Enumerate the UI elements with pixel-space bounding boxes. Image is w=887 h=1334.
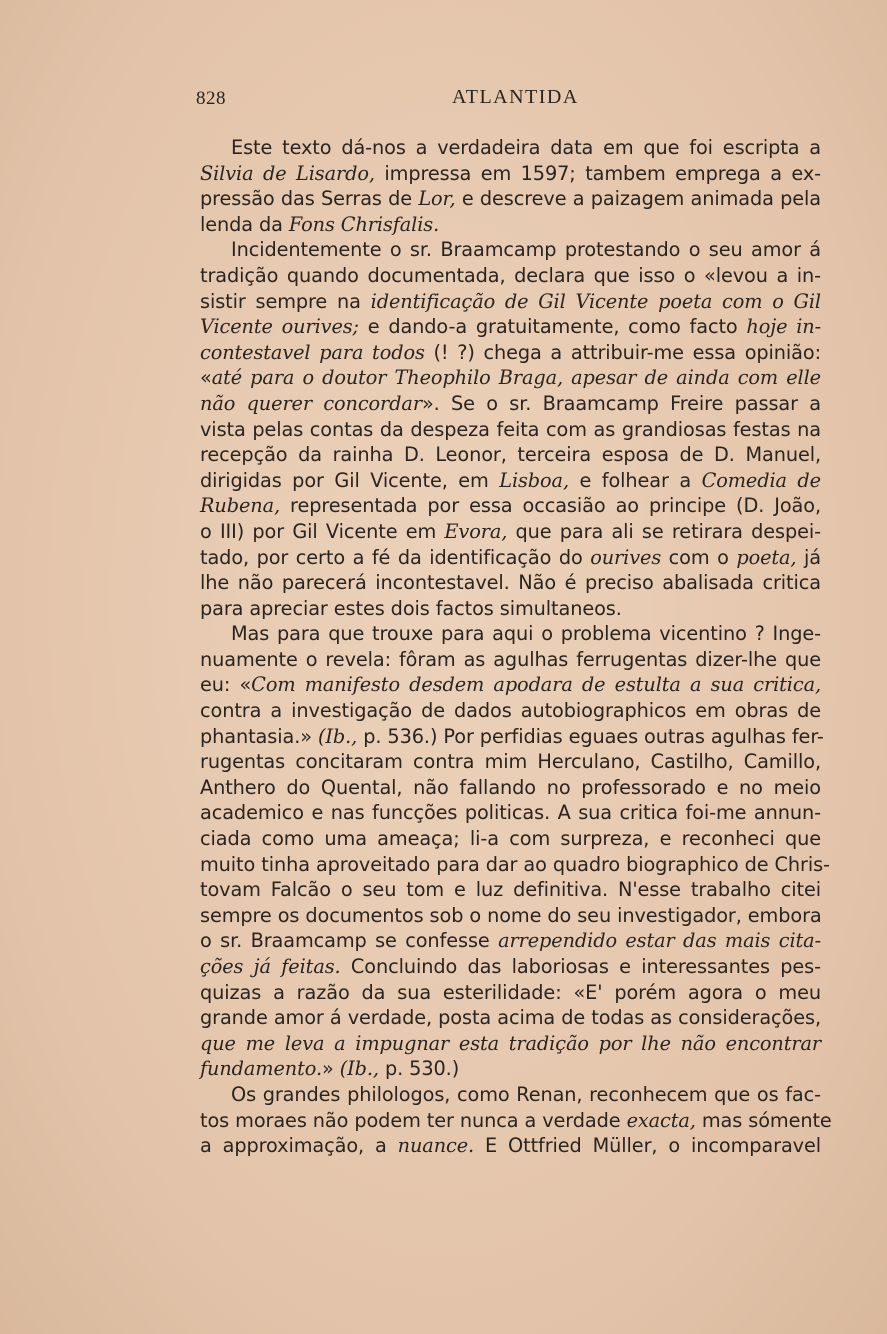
text-line: [200, 903, 821, 929]
text-run: já: [796, 545, 821, 569]
text-line: [200, 237, 821, 263]
text-line: [200, 493, 821, 519]
text-run: grande amor á verdade, posta acima de todas as considerações,: [200, 1006, 821, 1030]
text-run: representada por essa occasião ao principe (D. João,: [280, 494, 821, 518]
text-line: [200, 545, 821, 571]
text-line: [200, 877, 821, 903]
text-run: p. 536.) Por perfidias eguaes outras agulhas fer-: [357, 724, 824, 748]
text-line: [200, 647, 821, 673]
text-line: [200, 417, 821, 443]
italic-run: Silvia de Lisardo,: [200, 161, 375, 185]
text-run: tradição quando documentada, declara que isso o «levou a in-: [200, 263, 821, 287]
italic-run: Vicente ourives;: [200, 315, 359, 339]
text-run: academico e nas funcções politicas. A sua critica foi-me annun-: [200, 801, 821, 825]
text-run: muito tinha aproveitado para dar ao quadro biographico de Chris-: [200, 852, 830, 876]
text-run: e dando-a gratuitamente, como facto: [358, 315, 747, 339]
italic-run: ourives: [590, 545, 662, 569]
text-line: [200, 596, 821, 622]
text-run: impressa em 1597; tambem emprega a ex-: [374, 161, 822, 185]
text-line: [200, 672, 821, 698]
text-line: [200, 519, 821, 545]
italic-run: exacta,: [626, 1108, 696, 1132]
text-line: [200, 570, 821, 596]
text-line: [200, 161, 821, 187]
text-line: [200, 1108, 832, 1134]
text-line: [200, 468, 821, 494]
text-line: [200, 391, 821, 417]
text-line: [200, 263, 821, 289]
text-run: nuamente o revela: fôram as agulhas ferrugentas dizer-lhe que: [200, 647, 821, 671]
body-text: [200, 135, 832, 1159]
text-run: »: [321, 1057, 340, 1081]
text-line: [200, 980, 821, 1006]
text-run: Mas para que trouxe para aqui o problema vicentino ? Inge-: [231, 622, 821, 646]
page-number: 828: [196, 88, 226, 109]
italic-run: fundamento.: [200, 1057, 322, 1081]
text-run: o sr. Braamcamp se confesse: [200, 929, 499, 953]
text-run: p. 530.): [378, 1057, 460, 1081]
text-line: [200, 135, 821, 161]
italic-run: hoje in-: [746, 315, 822, 339]
italic-run: ções já feitas.: [200, 955, 341, 978]
text-run: com o: [661, 545, 737, 569]
text-line: [200, 724, 824, 750]
text-run: Este texto dá-nos a verdadeira data em que foi escripta a: [231, 136, 821, 159]
text-line: [200, 289, 821, 315]
text-line: [200, 800, 821, 826]
text-line: [200, 314, 821, 340]
italic-run: (Ib.,: [339, 1057, 379, 1081]
text-line: [200, 826, 821, 852]
text-run: lenda da: [200, 212, 289, 236]
text-run: E Ottfried Müller, o incomparavel: [474, 1134, 821, 1158]
text-run: rugentas concitaram contra mim Herculano, Castilho, Camillo,: [200, 750, 821, 774]
text-run: lhe não parecerá incontestavel. Não é preciso abalisada critica: [200, 571, 821, 595]
text-run: Concluindo das laboriosas e interessantes pes-: [340, 955, 821, 978]
running-title: ATLANTIDA: [452, 86, 579, 108]
text-line: [200, 928, 821, 954]
text-run: eu: «: [200, 673, 252, 697]
text-run: contra a investigação de dados autobiographicos em obras de: [200, 699, 821, 723]
italic-run: Comedia de: [701, 468, 821, 492]
text-line: [200, 1133, 821, 1159]
italic-run: contestavel para todos: [200, 340, 425, 364]
text-run: ». Se o sr. Braamcamp Freire passar a: [421, 391, 821, 415]
text-line: [200, 954, 821, 980]
text-run: o III) por Gil Vicente em: [200, 519, 445, 543]
text-line: [200, 1082, 821, 1108]
italic-run: não querer concordar: [200, 391, 422, 415]
text-run: e descreve a paizagem animada pela: [455, 187, 821, 211]
text-run: tovam Falcão o seu tom e luz definitiva. N'esse trabalho citei: [200, 878, 821, 902]
italic-run: Com manifesto desdem apodara de estulta a sua critica,: [251, 673, 821, 697]
italic-run: que me leva a impugnar esta tradição por lhe não encontrar: [200, 1031, 821, 1055]
italic-run: identificação de Gil Vicente poeta com o Gil: [370, 289, 821, 313]
italic-run: Lisboa,: [499, 468, 569, 492]
page-header: [0, 86, 887, 116]
text-run: phantasia.»: [200, 724, 318, 748]
text-run: ciada como uma ameaça; li-a com surpreza, e reconheci que: [200, 827, 821, 851]
text-run: recepção da rainha D. Leonor, terceira esposa de D. Manuel,: [200, 443, 821, 467]
text-line: [200, 365, 821, 391]
text-line: [200, 852, 830, 878]
italic-run: poeta,: [736, 545, 797, 569]
text-run: mas sómente: [695, 1108, 832, 1132]
text-run: e folhear a: [568, 468, 702, 492]
text-line: [200, 749, 821, 775]
text-line: [200, 698, 821, 724]
text-run: Os grandes philologos, como Renan, reconhecem que os fac-: [231, 1082, 821, 1106]
italic-run: nuance.: [397, 1134, 475, 1158]
text-run: que para ali se retirara despei-: [507, 519, 821, 543]
text-run: pressão das Serras de: [200, 187, 419, 211]
text-run: dirigidas por Gil Vicente, em: [200, 468, 500, 492]
text-run: (! ?) chega a attribuir-me essa opinião:: [424, 340, 821, 364]
italic-run: arrependido estar das mais cita-: [498, 929, 821, 953]
italic-run: até para o doutor Theophilo Braga, apesar de ainda com elle: [211, 366, 821, 390]
text-run: quizas a razão da sua esterilidade: «E' porém agora o meu: [200, 980, 821, 1004]
text-line: [200, 1005, 821, 1031]
text-line: [200, 186, 821, 212]
text-run: tado, por certo a fé da identificação do: [200, 545, 591, 569]
text-line: [200, 621, 821, 647]
text-run: Anthero do Quental, não fallando no professorado e no meio: [200, 775, 821, 799]
italic-run: Lor,: [418, 187, 456, 211]
text-run: vista pelas contas da despeza feita com as grandiosas festas na: [200, 417, 821, 441]
text-line: [200, 1056, 821, 1082]
italic-run: Evora,: [444, 519, 508, 543]
text-run: tos moraes não podem ter nunca a verdade: [200, 1108, 627, 1132]
text-run: sistir sempre na: [200, 289, 371, 313]
text-line: [200, 340, 821, 366]
text-run: para apreciar estes dois factos simultaneos.: [200, 596, 622, 620]
italic-run: Fons Chrisfalis.: [288, 212, 440, 236]
text-line: [200, 212, 821, 238]
text-run: a approximação, a: [200, 1134, 398, 1158]
text-line: [200, 442, 821, 468]
text-run: sempre os documentos sob o nome do seu investigador, embora: [200, 903, 822, 927]
italic-run: Rubena,: [200, 494, 281, 518]
text-run: Incidentemente o sr. Braamcamp protestando o seu amor á: [231, 238, 821, 262]
text-line: [200, 775, 821, 801]
text-line: [200, 1031, 821, 1057]
text-run: «: [200, 366, 212, 390]
italic-run: (Ib.,: [317, 724, 358, 748]
